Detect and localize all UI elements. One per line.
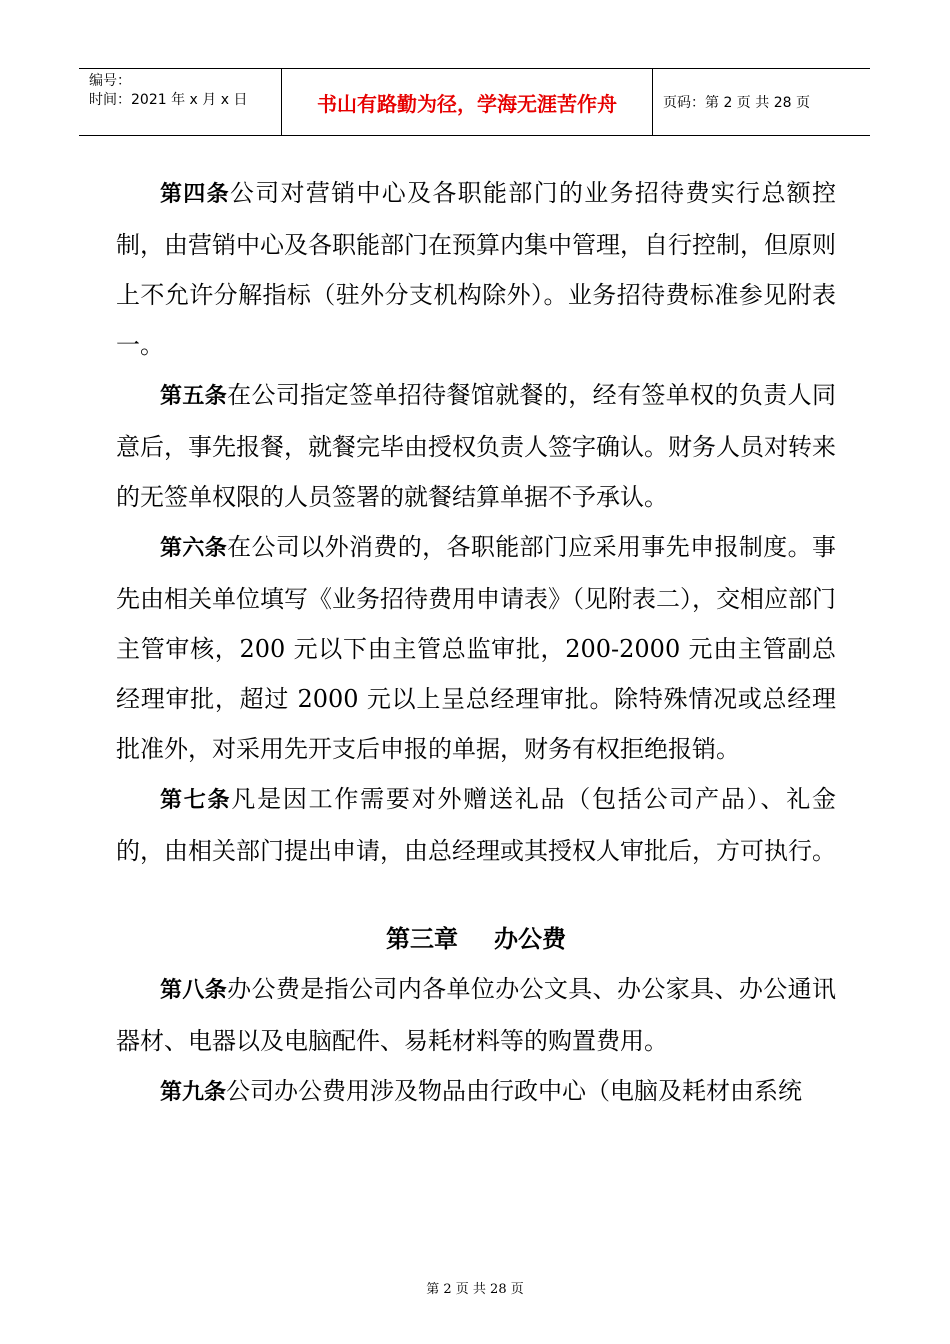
article-7 <box>116 774 836 876</box>
header-meta <box>79 69 281 135</box>
page-footer: 第 2 页 共 28 页 <box>426 1282 524 1297</box>
article-label: 第五条 <box>160 384 228 409</box>
article-label: 第九条 <box>160 1080 227 1105</box>
article-9 <box>116 1066 836 1118</box>
article-text: 在公司指定签单招待餐馆就餐的，经有签单权的负责人同意后，事先报餐，就餐完毕由授权负责人签字确认。财务人员对转来的无签单权限的人员签署的就餐结算单据不予承认。 <box>116 381 836 511</box>
chapter-heading <box>116 914 836 964</box>
article-4 <box>116 168 836 370</box>
article-text: 办公费是指公司内各单位办公文具、办公家具、办公通讯器材、电器以及电脑配件、易耗材料等的购置费用。 <box>116 975 836 1055</box>
chapter-number: 第三章 <box>386 925 458 953</box>
document-number: 编号： <box>89 73 131 89</box>
document-time: 时间：2021 年 x 月 x 日 <box>89 92 248 108</box>
chapter-title: 办公费 <box>494 925 566 953</box>
header-motto: 书山有路勤为径，学海无涯苦作舟 <box>281 69 653 135</box>
article-text: 公司对营销中心及各职能部门的业务招待费实行总额控制，由营销中心及各职能部门在预算内集中管理，自行控制，但原则上不允许分解指标（驻外分支机构除外）。业务招待费标准参见附表一。 <box>116 179 836 359</box>
article-label: 第六条 <box>160 536 228 561</box>
article-text: 公司办公费用涉及物品由行政中心（电脑及耗材由系统 <box>226 1077 803 1105</box>
article-6 <box>116 522 836 774</box>
article-label: 第七条 <box>160 788 232 813</box>
header-page-info: 页码：第 2 页 共 28 页 <box>663 95 810 111</box>
document-body <box>116 168 836 1118</box>
article-text: 凡是因工作需要对外赠送礼品（包括公司产品）、礼金的，由相关部门提出申请，由总经理或其授权人审批后，方可执行。 <box>116 785 836 865</box>
article-label: 第四条 <box>160 182 230 207</box>
article-8 <box>116 964 836 1066</box>
page-header <box>79 68 870 136</box>
article-text: 在公司以外消费的，各职能部门应采用事先申报制度。事先由相关单位填写《业务招待费用申请表》（见附表二），交相应部门主管审核，200 元以下由主管总监审批，200-2000 元由主管副总经理审批，超过 2000 元以上呈总经理审批。除特殊情况或总经理批准外，对采用先开支后申报的单据，财务有权拒绝报销。 <box>116 533 836 763</box>
article-label: 第八条 <box>160 978 228 1003</box>
article-5 <box>116 370 836 522</box>
